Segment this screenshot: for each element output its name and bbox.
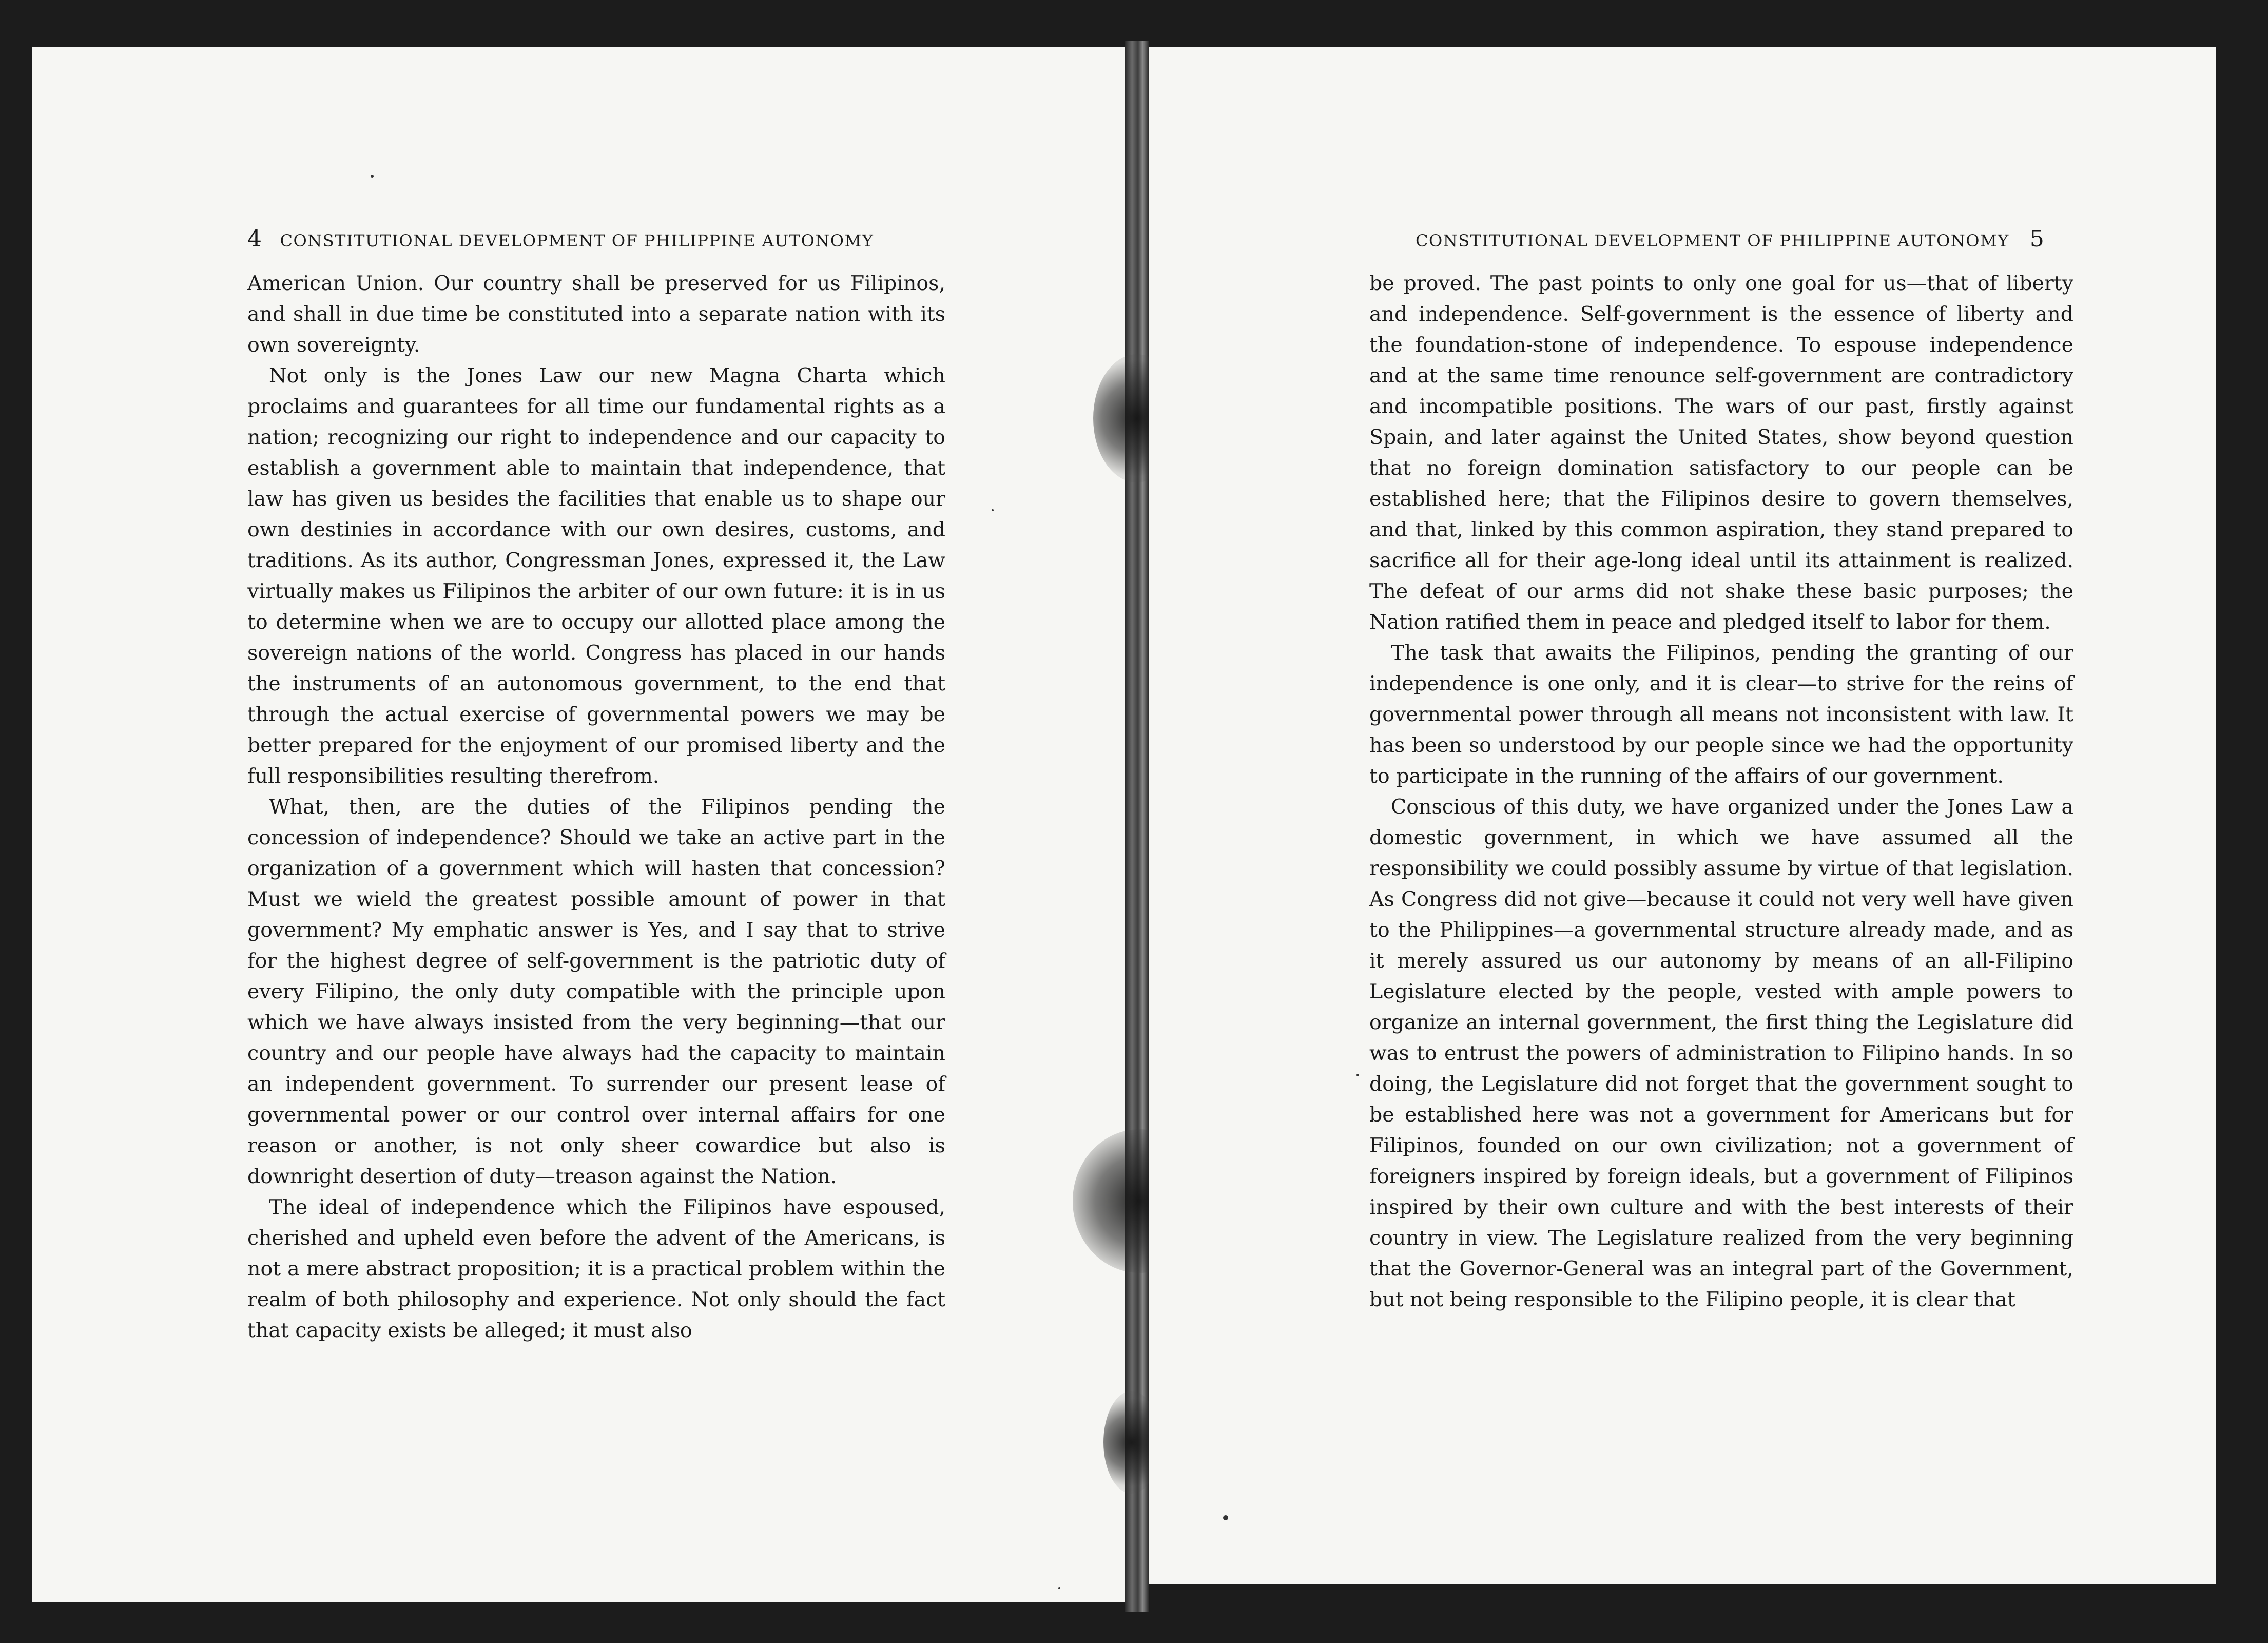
- right-running-head: [1416, 226, 2045, 252]
- left-paragraph-1: American Union. Our country shall be preserved for us Filipinos, and shall in due time be constituted into a separate nation with its own sovereignty.: [247, 272, 945, 357]
- left-running-head: [247, 226, 874, 252]
- right-text-column: [1369, 268, 2073, 1315]
- right-page-number: 5: [2029, 226, 2045, 252]
- dust-speck: [1356, 1074, 1359, 1076]
- dust-speck: [1223, 1515, 1228, 1520]
- left-page: [32, 47, 1125, 1602]
- left-text-column: [247, 268, 945, 1346]
- right-page: [1149, 47, 2216, 1584]
- right-paragraph-1: be proved. The past points to only one goal for us—that of liberty and independence. Self-government is the essence of liberty and the foundation-stone of independence. To espouse independence and at the same time renounce self-government are contradictory and incompatible positions. The wars of our past, firstly against Spain, and later against the United States, show beyond question that no foreign domination satisfactory to our people can be established here; that the Filipinos desire to govern themselves, and that, linked by this common aspiration, they stand prepared to sacrifice all for their age-long ideal until its attainment is realized. The defeat of our arms did not shake these basic purposes; the Nation ratified them in peace and pledged itself to labor for them.: [1369, 272, 2073, 634]
- left-page-number: 4: [247, 226, 263, 252]
- left-running-head-title: CONSTITUTIONAL DEVELOPMENT OF PHILIPPINE AUTONOMY: [280, 231, 874, 250]
- right-running-head-title: CONSTITUTIONAL DEVELOPMENT OF PHILIPPINE AUTONOMY: [1416, 231, 2009, 250]
- left-paragraph-2: Not only is the Jones Law our new Magna Charta which proclaims and guarantees for all time our fundamental rights as a nation; recognizing our right to independence and our capacity to establish a government able to maintain that independence, that law has given us besides the facilities that enable us to shape our own destinies in accordance with our own desires, customs, and traditions. As its author, Congressman Jones, expressed it, the Law virtually makes us Filipinos the arbiter of our own future: it is in us to determine when we are to occupy our allotted place among the sovereign nations of the world. Congress has placed in our hands the instruments of an autonomous government, to the end that through the actual exercise of governmental powers we may be better prepared for the enjoyment of our promised liberty and the full responsibilities resulting therefrom.: [247, 364, 945, 788]
- left-paragraph-3: What, then, are the duties of the Filipinos pending the concession of independence? Should we take an active part in the organization of a government which will hasten that concession? Must we wield the greatest possible amount of power in that government? My emphatic answer is Yes, and I say that to strive for the highest degree of self-government is the patriotic duty of every Filipino, the only duty compatible with the principle upon which we have always insisted from the very beginning—that our country and our people have always had the capacity to maintain an independent government. To surrender our present lease of governmental power or our control over internal affairs for one reason or another, is not only sheer cowardice but also is downright desertion of duty—treason against the Nation.: [247, 795, 945, 1188]
- dust-speck: [371, 175, 374, 178]
- left-paragraph-4: The ideal of independence which the Filipinos have espoused, cherished and upheld even before the advent of the Americans, is not a mere abstract proposition; it is a practical problem within the realm of both philosophy and experience. Not only should the fact that capacity exists be alleged; it must also: [247, 1195, 945, 1342]
- dust-speck: [992, 509, 994, 511]
- dust-speck: [1058, 1587, 1060, 1589]
- book-gutter: [1125, 41, 1149, 1612]
- right-paragraph-3: Conscious of this duty, we have organized under the Jones Law a domestic government, in which we have assumed all the responsibility we could possibly assume by virtue of that legislation. As Congress did not give—because it could not very well have given to the Philippines—a governmental structure already made, and as it merely assured us our autonomy by means of an all-Filipino Legislature elected by the people, vested with ample powers to organize an internal government, the first thing the Legislature did was to entrust the powers of administration to Filipino hands. In so doing, the Legislature did not forget that the government sought to be established here was not a government for Americans but for Filipinos, founded on our own civilization; not a government of foreigners inspired by foreign ideals, but a government of Filipinos inspired by their own culture and with the best interests of their country in view. The Legislature realized from the very beginning that the Governor-General was an integral part of the Government, but not being responsible to the Filipino people, it is clear that: [1369, 795, 2073, 1311]
- right-paragraph-2: The task that awaits the Filipinos, pending the granting of our independence is one only, and it is clear—to strive for the reins of governmental power through all means not inconsistent with law. It has been so understood by our people since we had the opportunity to participate in the running of the affairs of our government.: [1369, 641, 2073, 788]
